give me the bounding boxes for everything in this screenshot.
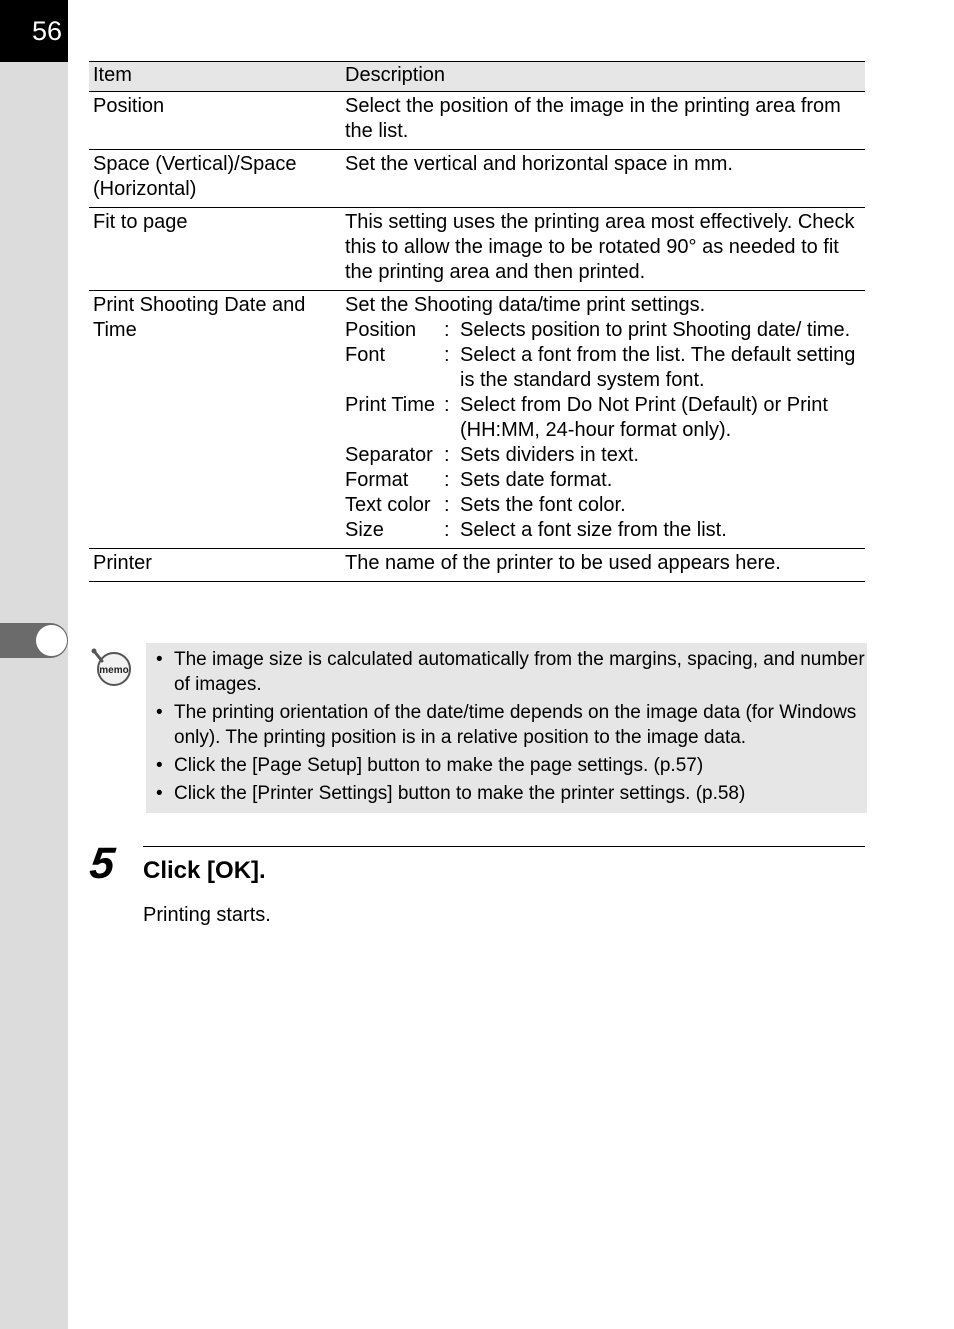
settings-table	[89, 61, 865, 582]
item-cell: Printer	[89, 549, 341, 582]
sub-text: Select from Do Not Print (Default) or Print (HH:MM, 24-hour format only).	[460, 394, 828, 441]
memo-notes	[154, 647, 867, 806]
memo-icon	[90, 647, 134, 687]
sub-label: Format	[345, 469, 409, 491]
sub-label: Size	[345, 519, 384, 541]
step-divider	[143, 846, 865, 847]
sub-label: Separator	[345, 444, 433, 466]
sub-label: Print Time	[345, 394, 436, 416]
sub-text: Sets date format.	[460, 469, 613, 491]
table-row	[89, 92, 865, 150]
item-cell: Print Shooting Date and Time	[89, 291, 341, 549]
sub-label: Position	[345, 319, 417, 341]
description-cell: Select the position of the image in the printing area from the list.	[341, 92, 865, 150]
item-cell: Fit to page	[89, 208, 341, 291]
step-body: Printing starts.	[143, 904, 271, 926]
sub-text: Sets the font color.	[460, 494, 626, 516]
memo-note: • The image size is calculated automatically from the margins, spacing, and number of images.	[154, 647, 867, 697]
chapter-tab-marker	[36, 625, 67, 656]
sub-settings-list: Position : Selects position to print Shooting date/ time. Font : Select a font from the list. The default setting is the standard system font. Print Time : Select from Do Not Print (Default) or Print (HH:MM, 24-hour format only). Separator : Sets dividers in text. Format : Sets date format. Text color : Sets the font color. Size : Select a font size from the list.	[345, 318, 861, 543]
sub-text: Sets dividers in text.	[460, 444, 639, 466]
sub-text: Selects position to print Shooting date/ time.	[460, 319, 851, 341]
memo-note: • Click the [Page Setup] button to make the page settings. (p.57)	[154, 753, 867, 778]
table-row	[89, 549, 865, 582]
memo-box	[146, 643, 867, 813]
item-cell: Space (Vertical)/Space (Horizontal)	[89, 150, 341, 208]
sub-text: Select a font from the list. The default setting is the standard system font.	[460, 344, 856, 391]
sub-text: Select a font size from the list.	[460, 519, 727, 541]
header-item: Item	[89, 62, 341, 92]
step-number: 5	[87, 839, 118, 888]
description-cell: This setting uses the printing area most effectively. Check this to allow the image to be rotated 90° as needed to fit the printing area and then printed.	[341, 208, 865, 291]
page-number: 56	[0, 0, 68, 62]
table-header-row	[89, 62, 865, 92]
memo-icon-label: memo	[99, 665, 129, 676]
table-row	[89, 208, 865, 291]
description-cell: Set the vertical and horizontal space in mm.	[341, 150, 865, 208]
sub-label: Text color	[345, 494, 431, 516]
table-row	[89, 150, 865, 208]
side-strip	[0, 0, 68, 1329]
header-description: Description	[341, 62, 865, 92]
description-intro: Set the Shooting data/time print settings.	[345, 294, 706, 316]
memo-note: • The printing orientation of the date/time depends on the image data (for Windows only). The printing position is in a relative position to the image data.	[154, 700, 867, 750]
item-cell: Position	[89, 92, 341, 150]
sub-label: Font	[345, 344, 386, 366]
table-row	[89, 291, 865, 549]
step-title: Click [OK].	[143, 857, 266, 884]
description-cell	[341, 291, 865, 549]
memo-note: • Click the [Printer Settings] button to make the printer settings. (p.58)	[154, 781, 867, 806]
description-cell: The name of the printer to be used appears here.	[341, 549, 865, 582]
